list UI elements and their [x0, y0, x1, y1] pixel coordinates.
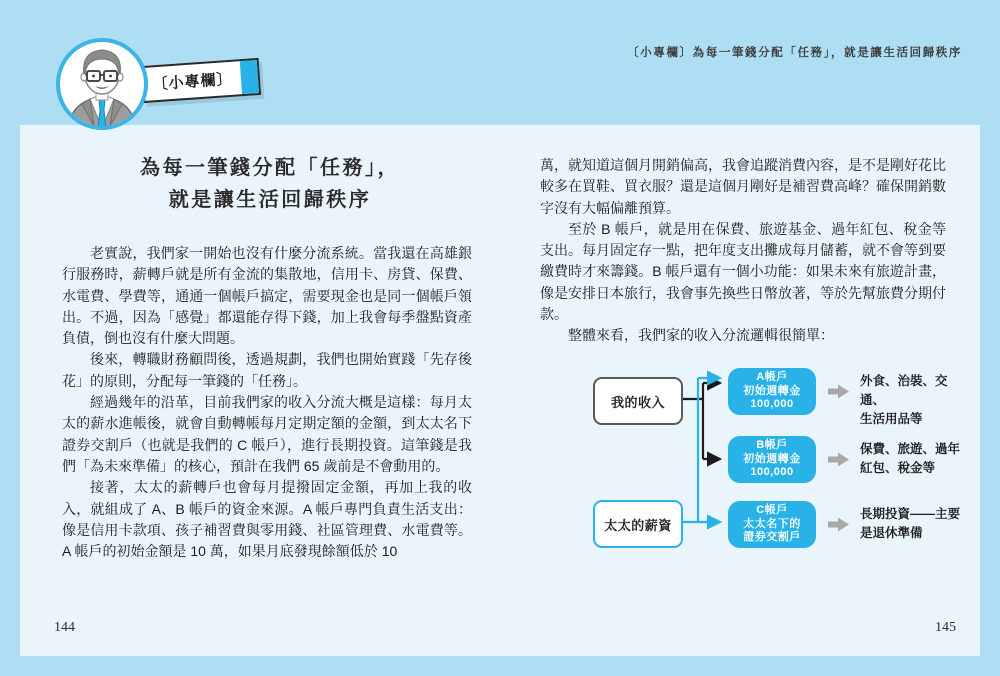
author-avatar: [56, 38, 148, 130]
source-box-my-income: 我的收入: [593, 377, 683, 425]
page-number-right: 145: [935, 620, 956, 635]
gray-arrow-icon: [827, 451, 851, 468]
body-paragraph: 至於 B 帳戶，就是用在保費、旅遊基金、過年紅包、稅金等支出。每月固定存一點，把年度支出攤成每月儲蓄，就不會等到要繳費時才來籌錢。B 帳戶還有一個小功能：如果未來有旅遊計畫，像是安排日本旅行，我會事先換些日幣放著，等於先幫旅費分期付款。: [540, 220, 946, 323]
account-a-amount: 100,000: [750, 398, 794, 411]
article-title-line1: 為每一筆錢分配「任務」，: [140, 157, 400, 179]
left-page-body: [62, 243, 472, 562]
usage-b-line2: 紅包、稅金等: [860, 461, 936, 475]
account-c-name: C帳戶: [756, 504, 788, 517]
body-paragraph: 老實說，我們家一開始也沒有什麼分流系統。當我還在高雄銀行服務時，薪轉戶就是所有金流的集散地，信用卡、房貸、保費、水電費、學費等，通通一個帳戶搞定，需要現金也是同一個帳戶領出。不過，因為「感覺」都還能存得下錢，加上我會每季盤點資產負債，倒也沒有什麼大問題。: [62, 245, 472, 347]
income-flow-diagram: [590, 355, 970, 570]
article-title-line2: 就是讓生活回歸秩序: [168, 189, 372, 211]
gray-arrow-icon: [827, 516, 851, 533]
gray-arrow-icon: [827, 383, 851, 400]
account-box-a: [728, 368, 816, 415]
source-box-wife-salary: 太太的薪資: [593, 500, 683, 548]
body-paragraph: 經過幾年的沿革，目前我們家的收入分流大概是這樣：每月太太的薪水進帳後，就會自動轉帳每月定期定額的金額，到太太名下證券交割戶（也就是我們的 C 帳戶），進行長期投資。這筆錢是我們「為未來準備」的核心，預計在我們 65 歲前是不會動用的。: [62, 394, 472, 474]
account-c-holder: 證券交割戶: [743, 531, 801, 544]
badge-accent-bar: [240, 60, 259, 94]
account-box-c: [728, 501, 816, 548]
usage-label-b: [860, 440, 972, 478]
account-b-amount: 100,000: [750, 466, 794, 479]
author-cartoon-icon: [60, 42, 144, 126]
account-a-desc: 初始週轉金: [743, 384, 801, 397]
account-box-b: [728, 436, 816, 483]
account-b-desc: 初始週轉金: [743, 452, 801, 465]
usage-b-line1: 保費、旅遊、過年: [860, 442, 961, 456]
account-c-desc: 太太名下的: [743, 517, 801, 530]
usage-c-line1: 長期投資——主要: [860, 507, 961, 521]
usage-c-line2: 是退休準備: [860, 526, 923, 540]
usage-label-a: [860, 372, 972, 429]
right-page-body: [540, 155, 946, 347]
column-badge: [141, 58, 261, 103]
badge-label: 〔小專欄〕: [152, 70, 234, 94]
body-paragraph: 後來，轉職財務顧問後，透過規劃，我們也開始實踐「先存後花」的原則，分配每一筆錢的「任務」。: [62, 351, 472, 389]
body-paragraph: 接著，太太的薪轉戶也會每月提撥固定金額，再加上我的收入，就組成了 A、B 帳戶的資金來源。A 帳戶專門負責生活支出：像是信用卡款項、孩子補習費與零用錢、社區管理費、水電費等。A 帳戶的初始金額是 10 萬，如果月底發現餘額低於 10: [62, 479, 472, 560]
page-number-left: 144: [54, 620, 75, 635]
account-b-name: B帳戶: [756, 439, 788, 452]
article-title: [60, 152, 480, 216]
body-paragraph: 萬，就知道這個月開銷偏高，我會追蹤消費內容，是不是剛好花比較多在買鞋、買衣服？還是這個月剛好是補習費高峰？確保開銷數字沒有大幅偏離預算。: [540, 157, 946, 216]
body-paragraph: 整體來看，我們家的收入分流邏輯很簡單：: [568, 327, 834, 344]
running-head: 〔小專欄〕為每一筆錢分配「任務」，就是讓生活回歸秩序: [627, 47, 962, 59]
usage-a-line1: 外食、治裝、交通、: [860, 374, 948, 407]
usage-a-line2: 生活用品等: [860, 412, 923, 426]
account-a-name: A帳戶: [756, 371, 788, 384]
usage-label-c: [860, 505, 972, 543]
